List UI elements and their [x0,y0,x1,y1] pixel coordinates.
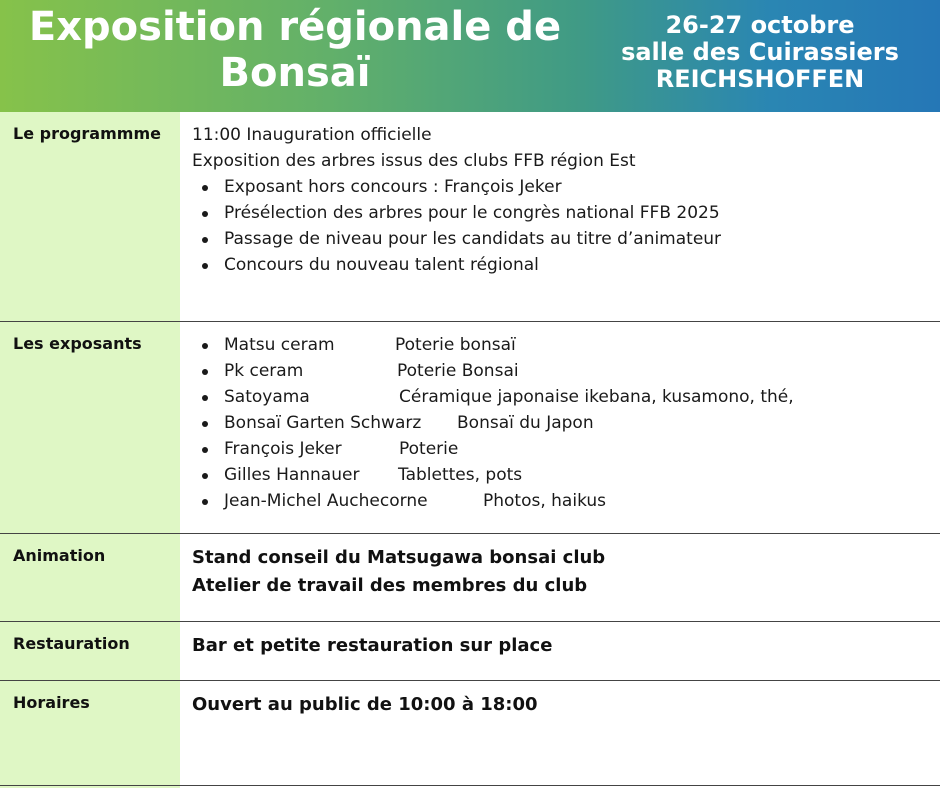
restauration-label: Restauration [13,634,130,653]
bullet-icon [202,499,208,505]
list-item [192,436,932,462]
list-item [192,410,932,436]
programme-section [0,112,940,321]
exhibitor-name: Bonsaï Garten Schwarz [224,413,422,433]
bullet-icon [202,395,208,401]
animation-line: Stand conseil du Matsugawa bonsai club [192,547,606,568]
animation-section [0,534,940,621]
list-item-text: Passage de niveau pour les candidats au titre d’animateur [224,229,722,249]
restauration-section [0,622,940,680]
list-item [192,488,932,514]
exhibitor-name: Satoyama [224,387,310,407]
exhibitor-name: Jean-Michel Auchecorne [224,491,428,511]
event-city: REICHSHOFFEN [655,65,865,93]
programme-line: Exposition des arbres issus des clubs FFB région Est [192,151,636,171]
list-item [192,200,932,226]
bullet-icon [202,211,208,217]
event-venue: salle des Cuirassiers [621,38,899,66]
horaires-text: Ouvert au public de 10:00 à 18:00 [192,694,538,715]
bullet-icon [202,473,208,479]
list-item [192,384,932,410]
list-item [192,332,932,358]
exhibitor-name: Matsu ceram [224,335,335,355]
list-item [192,226,932,252]
event-dates: 26-27 octobre [665,11,855,39]
exposants-list [192,332,932,514]
horaires-label: Horaires [13,693,90,712]
bullet-icon [202,185,208,191]
animation-content [192,544,932,600]
header-banner [0,0,940,112]
list-item-text: Exposant hors concours : François Jeker [224,177,562,197]
list-item [192,358,932,384]
divider [0,785,940,786]
exhibitor-desc: Photos, haikus [483,491,607,511]
exposants-label: Les exposants [13,334,142,353]
page-title [0,4,590,96]
list-item-text: Présélection des arbres pour le congrès national FFB 2025 [224,203,720,223]
exhibitor-name: Gilles Hannauer [224,465,360,485]
restauration-text: Bar et petite restauration sur place [192,635,553,656]
event-info [595,12,925,93]
bullet-icon [202,263,208,269]
restauration-content [192,632,932,660]
list-item [192,462,932,488]
exhibitor-desc: Poterie bonsaï [395,335,516,355]
bullet-icon [202,237,208,243]
exposants-content [192,332,932,514]
list-item [192,174,932,200]
exhibitor-desc: Bonsaï du Japon [457,413,594,433]
list-item-text: Concours du nouveau talent régional [224,255,539,275]
title-line-2: Bonsaï [219,50,371,96]
exposants-section [0,322,940,533]
bullet-icon [202,369,208,375]
exhibitor-desc: Tablettes, pots [398,465,523,485]
animation-line: Atelier de travail des membres du club [192,575,588,596]
programme-content [192,122,932,278]
bullet-icon [202,343,208,349]
bullet-icon [202,421,208,427]
list-item [192,252,932,278]
animation-label: Animation [13,546,106,565]
horaires-content [192,691,932,719]
title-line-1: Exposition régionale de [28,4,562,50]
programme-label: Le programmme [13,124,161,143]
exhibitor-desc: Poterie Bonsai [397,361,519,381]
bullet-icon [202,447,208,453]
horaires-section [0,681,940,785]
exhibitor-name: Pk ceram [224,361,304,381]
exhibitor-name: François Jeker [224,439,342,459]
exhibitor-desc: Céramique japonaise ikebana, kusamono, thé, [399,387,794,407]
programme-bullets [192,174,932,278]
exhibitor-desc: Poterie [399,439,459,459]
programme-line: 11:00 Inauguration officielle [192,125,432,145]
